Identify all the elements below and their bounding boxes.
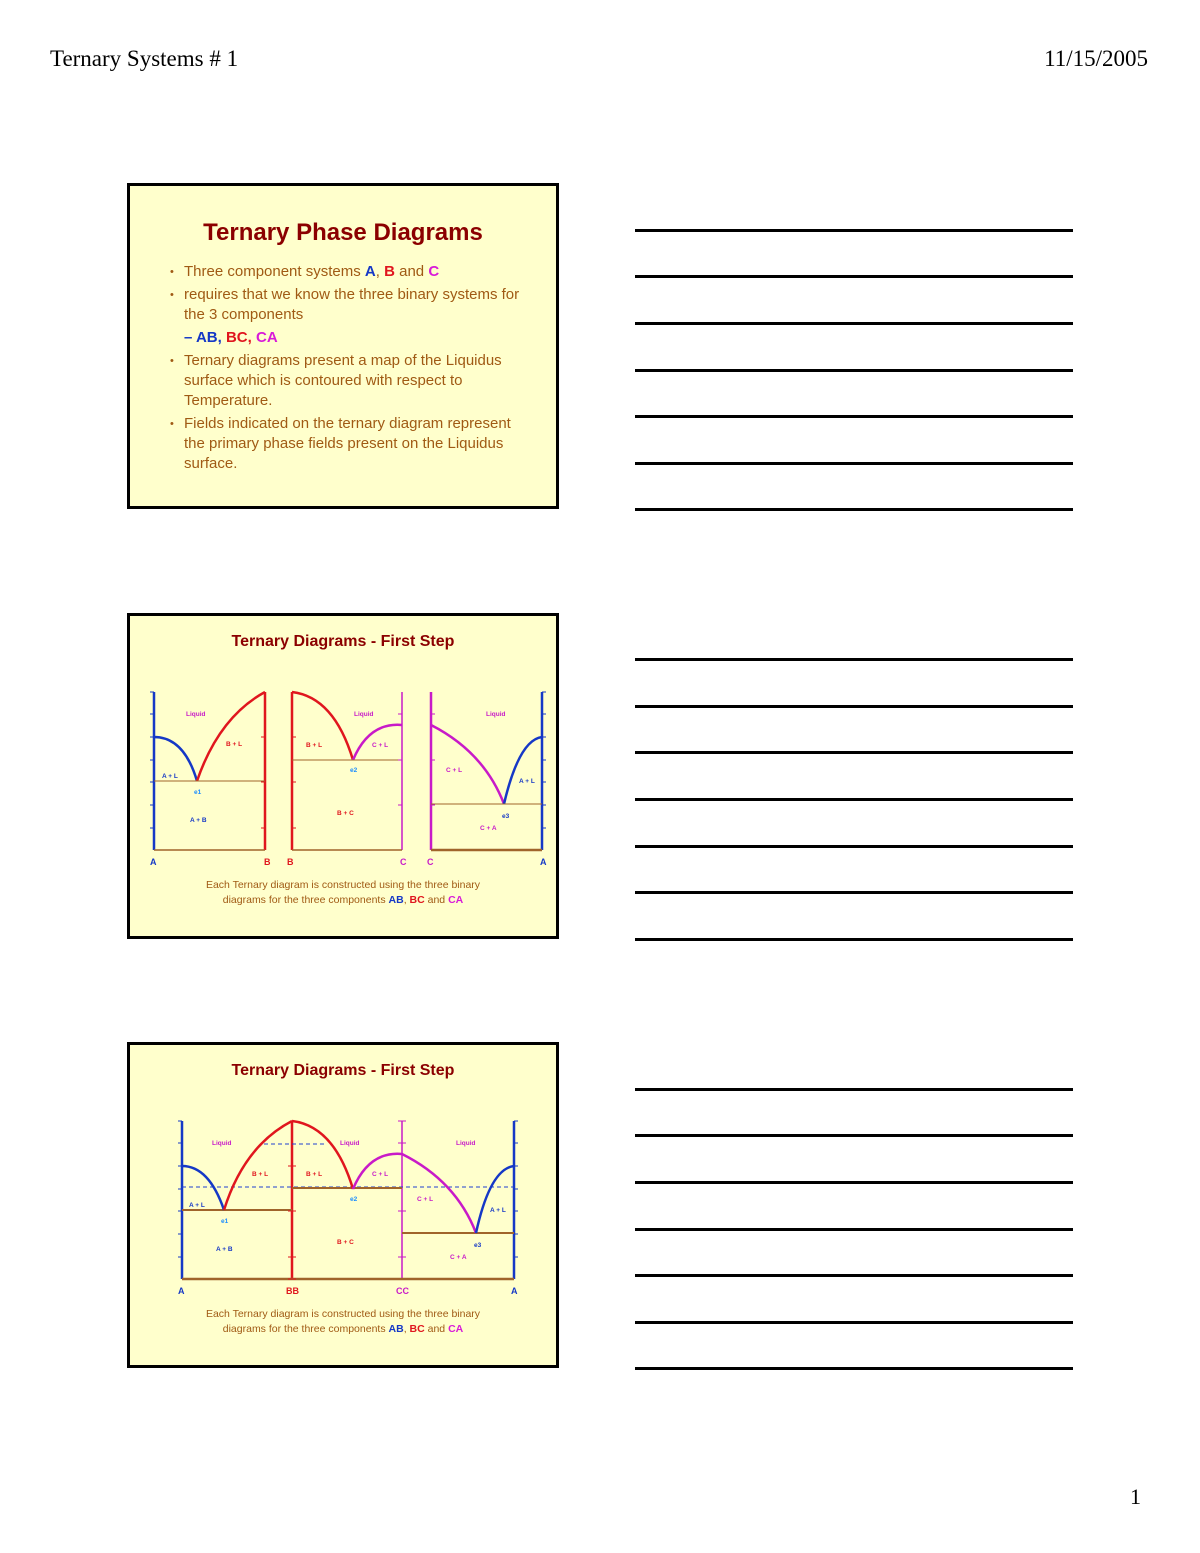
component-c: C (428, 263, 440, 280)
liquid-label: Liquid (212, 1140, 232, 1147)
separator: , (247, 329, 256, 346)
note-line (635, 1181, 1073, 1184)
field-label: C + A (480, 825, 497, 832)
system-bc: BC (225, 329, 248, 346)
liquidus-a (476, 1166, 514, 1233)
field-label: C + L (372, 742, 389, 749)
eutectic-e1: e1 (194, 789, 202, 796)
liquidus-c (431, 725, 504, 804)
liquidus-a (504, 737, 542, 804)
caption-text: diagrams for the three components (222, 894, 389, 906)
slide-title: Ternary Diagrams - First Step (231, 633, 455, 650)
note-line (635, 751, 1073, 754)
axis-label-b: B (264, 857, 271, 867)
slide-3 (127, 1042, 559, 1368)
axis-label-a: A (511, 1286, 518, 1296)
slide-caption (130, 878, 556, 908)
note-line (635, 508, 1073, 511)
field-label: A + L (162, 773, 178, 780)
slide-1 (127, 183, 559, 509)
system-bc: BC (409, 894, 425, 906)
note-line (635, 229, 1073, 232)
eutectic-e2: e2 (350, 767, 358, 774)
system-ca: CA (448, 1323, 464, 1335)
eutectic-e3: e3 (502, 813, 510, 820)
separator: and (424, 1323, 449, 1335)
bullet-item: • Ternary diagrams present a map of the Liquidus surface which is contoured with respect to Temperature. (170, 351, 525, 411)
system-ca: CA (448, 894, 464, 906)
note-line (635, 275, 1073, 278)
bullet-item (170, 262, 525, 282)
separator: and (394, 263, 429, 280)
field-label: B + L (306, 742, 323, 749)
combined-binary-figure (144, 1111, 544, 1301)
bullet-list (170, 262, 525, 477)
separator: , (403, 1323, 410, 1335)
component-b: B (384, 263, 395, 280)
caption-text: diagrams for the three components (222, 1323, 389, 1335)
slide-2 (127, 613, 559, 939)
field-label: A + B (190, 817, 207, 824)
note-line (635, 938, 1073, 941)
header-title: Ternary Systems # 1 (50, 46, 239, 71)
field-label: A + B (216, 1246, 233, 1253)
field-label: B + L (226, 741, 243, 748)
slide-caption (130, 1307, 556, 1337)
system-bc: BC (409, 1323, 425, 1335)
liquid-label: Liquid (186, 711, 206, 718)
note-line (635, 1321, 1073, 1324)
axis-label-bb: BB (286, 1286, 299, 1296)
axis-label-a: A (150, 857, 157, 867)
field-label: C + L (372, 1171, 389, 1178)
field-label: A + L (189, 1202, 205, 1209)
liquidus-c (402, 1154, 476, 1233)
field-label: B + L (252, 1171, 269, 1178)
page-number: 1 (1130, 1484, 1141, 1509)
note-line (635, 1088, 1073, 1091)
separator: , (403, 894, 410, 906)
eutectic-e2: e2 (350, 1196, 358, 1203)
component-a: A (364, 263, 376, 280)
liquidus-b (292, 1121, 353, 1189)
separator: and (424, 894, 449, 906)
caption-line (130, 1322, 556, 1337)
note-line (635, 1228, 1073, 1231)
liquid-label: Liquid (354, 711, 374, 718)
liquid-label: Liquid (456, 1140, 476, 1147)
system-ab: AB (388, 1323, 404, 1335)
caption-line (130, 893, 556, 908)
note-line (635, 322, 1073, 325)
field-label: C + L (446, 767, 463, 774)
field-label: C + L (417, 1196, 434, 1203)
note-line (635, 845, 1073, 848)
note-line (635, 798, 1073, 801)
eutectic-e1: e1 (221, 1218, 229, 1225)
bullet-item: • Fields indicated on the ternary diagram represent the primary phase fields present on the Liquidus surface. (170, 414, 525, 474)
note-line (635, 705, 1073, 708)
field-label: A + L (490, 1207, 506, 1214)
note-line (635, 462, 1073, 465)
liquidus-b (292, 692, 353, 760)
separator: , (217, 329, 226, 346)
note-line (635, 658, 1073, 661)
note-line (635, 1134, 1073, 1137)
caption-line: Each Ternary diagram is constructed using the three binary (205, 1308, 481, 1320)
note-line (635, 369, 1073, 372)
note-line (635, 891, 1073, 894)
system-ab: AB (195, 329, 218, 346)
dash: – (184, 329, 196, 346)
liquidus-b (197, 692, 265, 781)
liquid-label: Liquid (340, 1140, 360, 1147)
field-label: A + L (519, 778, 535, 785)
field-label: B + C (337, 810, 354, 817)
separator: , (375, 263, 385, 280)
axis-label-cc: CC (396, 1286, 409, 1296)
field-label: C + A (450, 1254, 467, 1261)
liquid-label: Liquid (486, 711, 506, 718)
bullet-item: • requires that we know the three binary systems for the 3 components (170, 285, 525, 325)
axis-label-a: A (540, 857, 547, 867)
sub-bullet-item (170, 328, 525, 348)
system-ab: AB (388, 894, 404, 906)
bullet-text: Three component systems (184, 263, 365, 280)
header-date: 11/15/2005 (1044, 46, 1148, 71)
field-label: B + C (337, 1239, 354, 1246)
eutectic-e3: e3 (474, 1242, 482, 1249)
axis-label-c: C (400, 857, 407, 867)
binary-diagrams-figure (144, 682, 547, 872)
note-line (635, 1367, 1073, 1370)
axis-label-a: A (178, 1286, 185, 1296)
note-line (635, 415, 1073, 418)
note-line (635, 1274, 1073, 1277)
field-label: B + L (306, 1171, 323, 1178)
liquidus-b (224, 1121, 292, 1210)
system-ca: CA (255, 329, 278, 346)
axis-label-b: B (287, 857, 294, 867)
slide-title: Ternary Phase Diagrams (203, 219, 483, 246)
axis-label-c: C (427, 857, 434, 867)
caption-line: Each Ternary diagram is constructed using the three binary (205, 879, 481, 891)
slide-title: Ternary Diagrams - First Step (231, 1062, 455, 1079)
